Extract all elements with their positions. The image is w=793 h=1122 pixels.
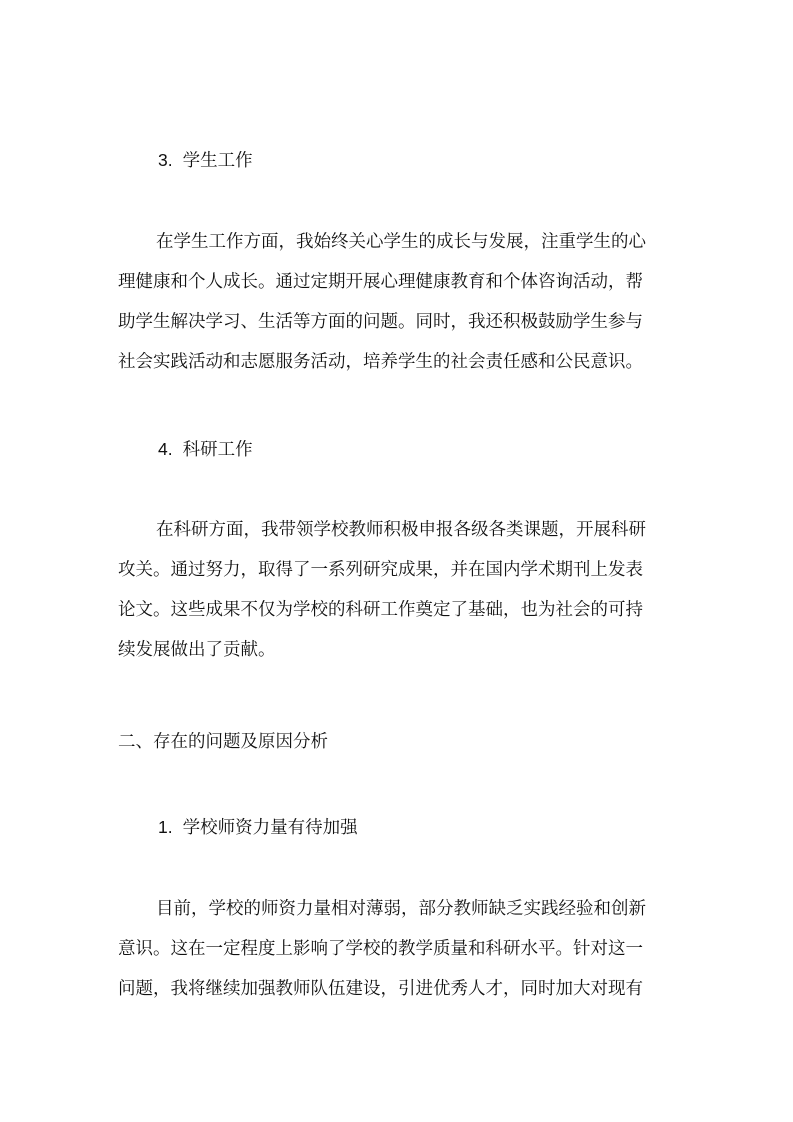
paragraph-line: 意识。这在一定程度上影响了学校的教学质量和科研水平。针对这一	[118, 939, 643, 959]
heading-title: 学生工作	[182, 151, 253, 171]
heading-number: 3.	[158, 150, 173, 170]
heading-title: 学校师资力量有待加强	[182, 818, 358, 838]
paragraph-line: 在学生工作方面，我始终关心学生的成长与发展，注重学生的心	[156, 232, 646, 252]
paragraph-line: 论文。这些成果不仅为学校的科研工作奠定了基础，也为社会的可持	[118, 600, 643, 620]
paragraph-line: 问题，我将继续加强教师队伍建设，引进优秀人才，同时加大对现有	[118, 979, 643, 999]
paragraph-line: 续发展做出了贡献。	[118, 640, 276, 660]
paragraph-line: 攻关。通过努力，取得了一系列研究成果，并在国内学术期刊上发表	[118, 560, 643, 580]
paragraph-line: 理健康和个人成长。通过定期开展心理健康教育和个体咨询活动，帮	[118, 272, 643, 292]
heading-research-work	[158, 437, 253, 462]
paragraph-line: 社会实践活动和志愿服务活动，培养学生的社会责任感和公民意识。	[118, 352, 643, 372]
heading-teaching-staff	[158, 815, 358, 840]
paragraph-line: 助学生解决学习、生活等方面的问题。同时，我还积极鼓励学生参与	[118, 312, 643, 332]
heading-title: 科研工作	[182, 440, 253, 460]
paragraph-line: 在科研方面，我带领学校教师积极申报各级各类课题，开展科研	[156, 520, 646, 540]
heading-number: 1.	[158, 817, 173, 837]
paragraph-line: 目前，学校的师资力量相对薄弱，部分教师缺乏实践经验和创新	[156, 899, 646, 919]
heading-number: 4.	[158, 439, 173, 459]
heading-student-work	[158, 148, 253, 173]
section-heading-problems: 二、存在的问题及原因分析	[118, 732, 328, 752]
